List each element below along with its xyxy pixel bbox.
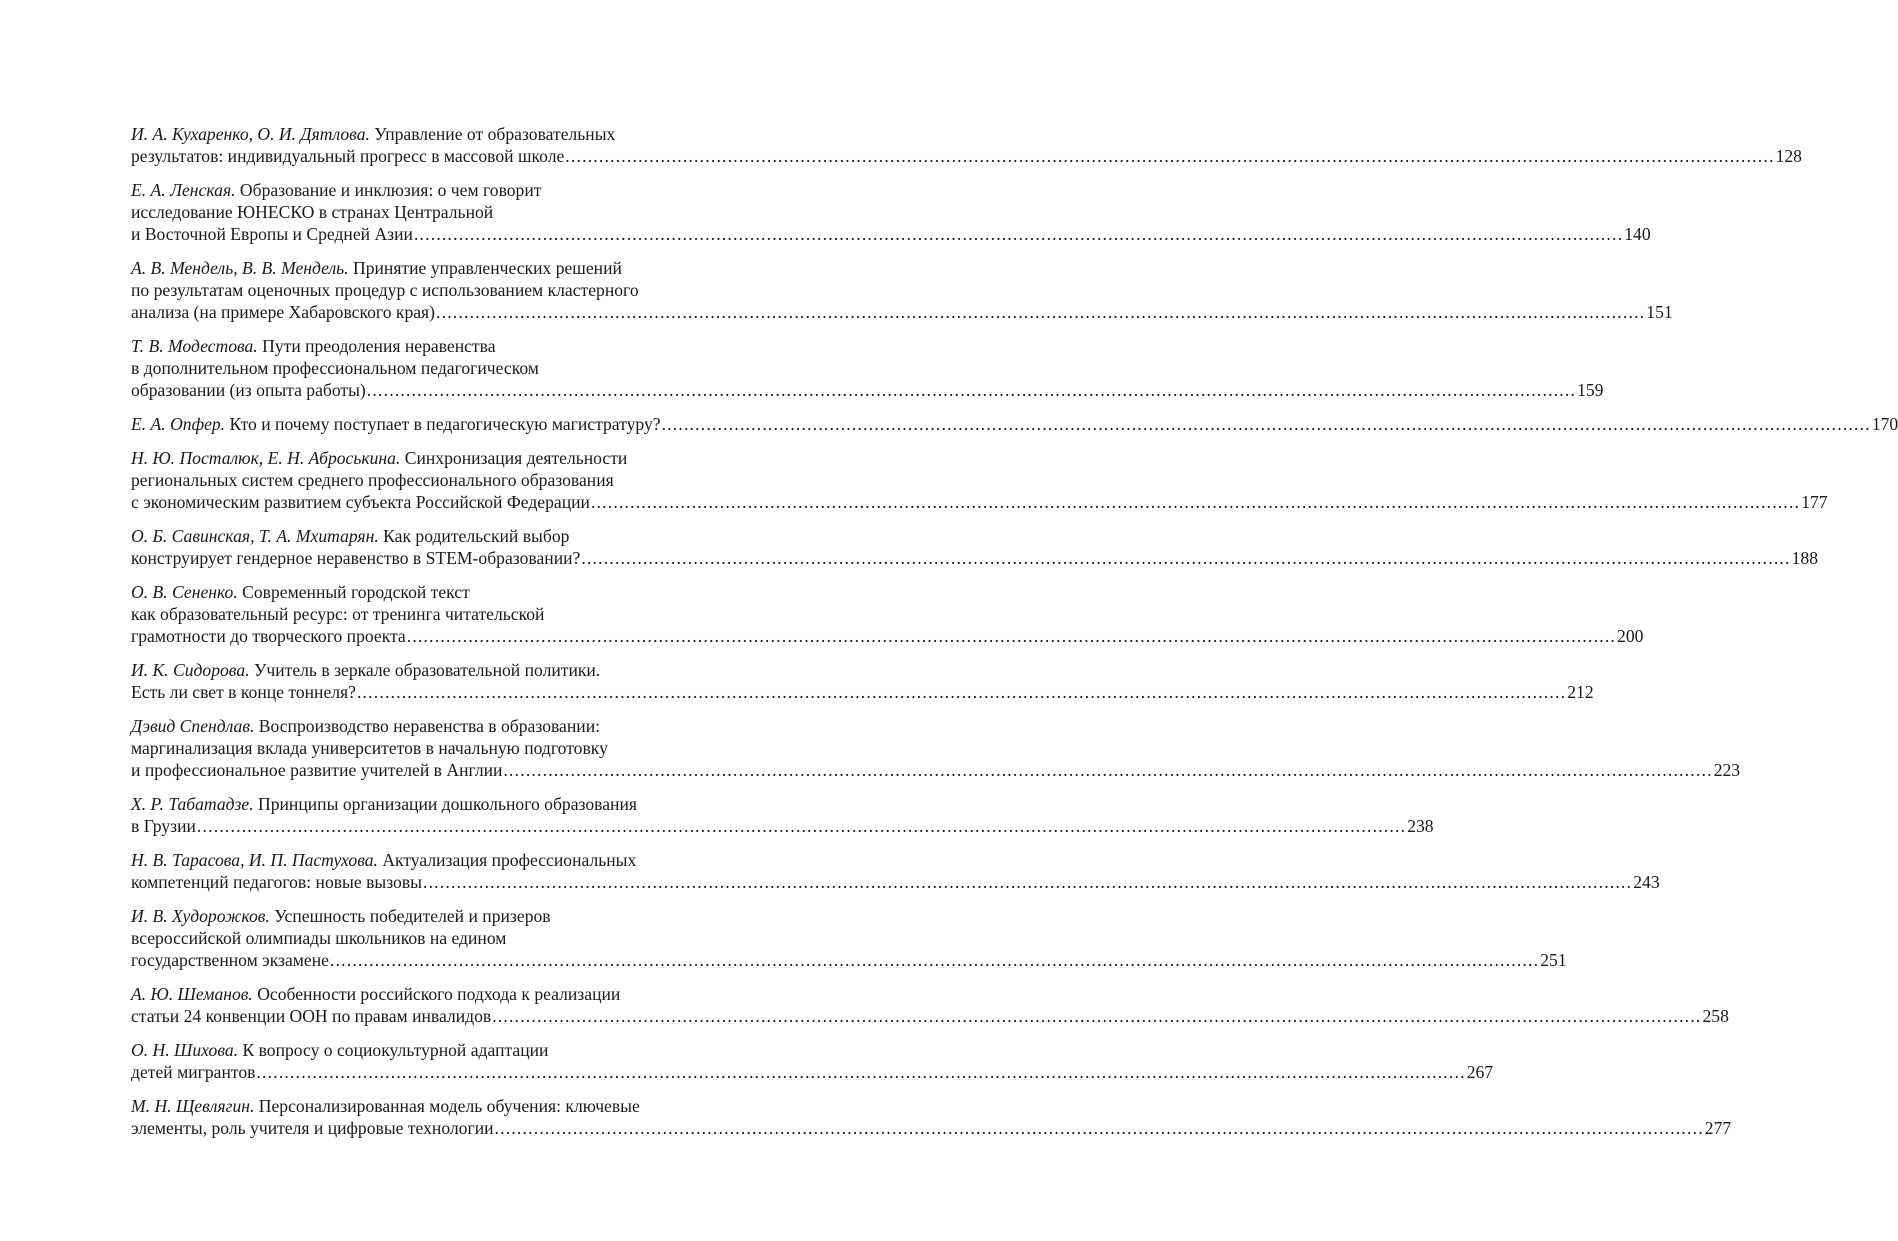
entry-first-line bbox=[131, 179, 541, 201]
entry-title-text: Особенности российского подхода к реализации bbox=[257, 984, 621, 1004]
toc-entry bbox=[131, 849, 1660, 893]
entry-line bbox=[131, 179, 750, 201]
entry-authors: Н. Ю. Посталюк, Е. Н. Аброськина. bbox=[131, 448, 401, 468]
leader-dots bbox=[356, 681, 1566, 703]
leader-dots bbox=[329, 949, 1539, 971]
entry-line bbox=[131, 1117, 1732, 1139]
toc-entry bbox=[131, 413, 1898, 435]
entry-title-text: Персонализированная модель обучения: ключевые bbox=[258, 1096, 640, 1116]
entry-title-text: Как родительский выбор bbox=[383, 526, 570, 546]
entry-title-text: маргинализация вклада университетов в начальную подготовку bbox=[131, 738, 608, 758]
entry-title-text: Принятие управленческих решений bbox=[353, 258, 622, 278]
entry-line bbox=[131, 145, 1802, 167]
entry-title-text: Современный городской текст bbox=[242, 582, 470, 602]
entry-first-line bbox=[131, 1039, 548, 1061]
leader-dots bbox=[502, 759, 1712, 781]
entry-line bbox=[131, 759, 1741, 781]
entry-title-text: Синхронизация деятельности bbox=[404, 448, 628, 468]
entry-line bbox=[131, 379, 1604, 401]
entry-line bbox=[131, 335, 750, 357]
leader-dots bbox=[422, 871, 1632, 893]
entry-authors: Е. А. Опфер. bbox=[131, 414, 226, 434]
entry-title-text: в дополнительном профессиональном педагогическом bbox=[131, 358, 539, 378]
entry-authors: О. В. Сененко. bbox=[131, 582, 238, 602]
leader-dots bbox=[564, 145, 1774, 167]
entry-line bbox=[131, 413, 1898, 435]
entry-authors: А. Ю. Шеманов. bbox=[131, 984, 253, 1004]
entry-title-text: образовании (из опыта работы) bbox=[131, 380, 366, 400]
entry-line bbox=[131, 715, 750, 737]
entry-first-line bbox=[131, 123, 615, 145]
entry-title-text: региональных систем среднего профессионального образования bbox=[131, 470, 614, 490]
entry-line bbox=[131, 1095, 750, 1117]
entry-line bbox=[131, 1005, 1729, 1027]
entry-page-number: 177 bbox=[1801, 492, 1828, 512]
entry-title-text: и Восточной Европы и Средней Азии bbox=[131, 224, 413, 244]
toc-entry bbox=[131, 447, 1828, 513]
entry-title-text: с экономическим развитием субъекта Российской Федерации bbox=[131, 492, 590, 512]
entry-authors: А. В. Мендель, В. В. Мендель. bbox=[131, 258, 349, 278]
toc-entry bbox=[131, 793, 1434, 837]
entry-title-text: всероссийской олимпиады школьников на едином bbox=[131, 928, 507, 948]
entry-page-number: 128 bbox=[1775, 146, 1802, 166]
entry-first-line bbox=[131, 715, 600, 737]
entry-line bbox=[131, 525, 750, 547]
entry-page-number: 238 bbox=[1407, 816, 1434, 836]
entry-first-line bbox=[131, 793, 637, 815]
entry-line bbox=[131, 223, 1651, 245]
entry-line bbox=[131, 1039, 750, 1061]
entry-line bbox=[131, 815, 1434, 837]
entry-line bbox=[131, 737, 750, 759]
leader-dots bbox=[406, 625, 1616, 647]
entry-line bbox=[131, 949, 1567, 971]
entry-line bbox=[131, 447, 750, 469]
entry-line bbox=[131, 279, 750, 301]
entry-first-line bbox=[131, 525, 569, 547]
entry-authors: И. А. Кухаренко, О. И. Дятлова. bbox=[131, 124, 370, 144]
leader-dots bbox=[494, 1117, 1704, 1139]
entry-page-number: 200 bbox=[1617, 626, 1644, 646]
entry-line bbox=[131, 581, 750, 603]
entry-title-text: в Грузии bbox=[131, 816, 196, 836]
entry-first-line bbox=[131, 413, 661, 435]
leader-dots bbox=[196, 815, 1406, 837]
entry-line bbox=[131, 793, 750, 815]
toc-entry bbox=[131, 257, 1673, 323]
entry-line bbox=[131, 257, 750, 279]
toc-entry bbox=[131, 1095, 1732, 1139]
entry-page-number: 159 bbox=[1577, 380, 1604, 400]
entry-title-text: конструирует гендерное неравенство в STEM-образовании? bbox=[131, 548, 581, 568]
entry-authors: Н. В. Тарасова, И. П. Пастухова. bbox=[131, 850, 378, 870]
entry-authors: Т. В. Модестова. bbox=[131, 336, 258, 356]
entry-title-text: элементы, роль учителя и цифровые технологии bbox=[131, 1118, 494, 1138]
entry-page-number: 212 bbox=[1567, 682, 1594, 702]
entry-first-line bbox=[131, 983, 620, 1005]
entry-page-number: 140 bbox=[1624, 224, 1651, 244]
entry-line bbox=[131, 123, 750, 145]
entry-first-line bbox=[131, 335, 496, 357]
leader-dots bbox=[413, 223, 1623, 245]
entry-line bbox=[131, 681, 1594, 703]
entry-first-line bbox=[131, 581, 470, 603]
entry-title-text: анализа (на примере Хабаровского края) bbox=[131, 302, 436, 322]
entry-line bbox=[131, 1061, 1494, 1083]
entry-line bbox=[131, 201, 750, 223]
entry-title-text: детей мигрантов bbox=[131, 1062, 256, 1082]
leader-dots bbox=[661, 413, 1871, 435]
leader-dots bbox=[590, 491, 1800, 513]
entry-page-number: 258 bbox=[1702, 1006, 1729, 1026]
entry-authors: М. Н. Щевлягин. bbox=[131, 1096, 255, 1116]
entry-title-text: Управление от образовательных bbox=[374, 124, 616, 144]
leader-dots bbox=[580, 547, 1790, 569]
entry-page-number: 170 bbox=[1871, 414, 1898, 434]
toc-entry bbox=[131, 335, 1604, 401]
entry-title-text: компетенций педагогов: новые вызовы bbox=[131, 872, 422, 892]
entry-page-number: 151 bbox=[1646, 302, 1673, 322]
toc-entry bbox=[131, 179, 1651, 245]
entry-authors: О. Б. Савинская, Т. А. Мхитарян. bbox=[131, 526, 379, 546]
entry-authors: Дэвид Спендлав. bbox=[131, 716, 255, 736]
entry-page-number: 188 bbox=[1791, 548, 1819, 568]
entry-first-line bbox=[131, 659, 600, 681]
entry-line bbox=[131, 625, 1644, 647]
entry-first-line bbox=[131, 905, 551, 927]
entry-line bbox=[131, 491, 1828, 513]
entry-title-text: Образование и инклюзия: о чем говорит bbox=[239, 180, 542, 200]
entry-line bbox=[131, 469, 750, 491]
entry-page-number: 277 bbox=[1704, 1118, 1732, 1138]
entry-authors: Х. Р. Табатадзе. bbox=[131, 794, 254, 814]
entry-title-text: и профессиональное развитие учителей в Англии bbox=[131, 760, 503, 780]
entry-title-text: статьи 24 конвенции ООН по правам инвалидов bbox=[131, 1006, 492, 1026]
toc-entry bbox=[131, 659, 1594, 703]
entry-first-line bbox=[131, 447, 627, 469]
leader-dots bbox=[366, 379, 1576, 401]
entry-title-text: результатов: индивидуальный прогресс в массовой школе bbox=[131, 146, 565, 166]
entry-page-number: 251 bbox=[1540, 950, 1567, 970]
entry-title-text: Актуализация профессиональных bbox=[382, 850, 637, 870]
entry-title-text: К вопросу о социокультурной адаптации bbox=[242, 1040, 549, 1060]
toc-entry bbox=[131, 905, 1567, 971]
entry-title-text: Успешность победителей и призеров bbox=[274, 906, 551, 926]
entry-page-number: 223 bbox=[1713, 760, 1741, 780]
entry-title-text: государственном экзамене bbox=[131, 950, 329, 970]
entry-line bbox=[131, 927, 750, 949]
toc-entry bbox=[131, 525, 1819, 569]
entry-title-text: Есть ли свет в конце тоннеля? bbox=[131, 682, 356, 702]
entry-title-text: по результатам оценочных процедур с использованием кластерного bbox=[131, 280, 639, 300]
toc-entry bbox=[131, 983, 1729, 1027]
entry-line bbox=[131, 905, 750, 927]
toc-entry bbox=[131, 581, 1644, 647]
toc-entry bbox=[131, 123, 1802, 167]
entry-title-text: Принципы организации дошкольного образования bbox=[258, 794, 637, 814]
entry-title-text: как образовательный ресурс: от тренинга читательской bbox=[131, 604, 545, 624]
entry-first-line bbox=[131, 257, 622, 279]
entry-line bbox=[131, 603, 750, 625]
entry-title-text: Воспроизводство неравенства в образовании: bbox=[258, 716, 601, 736]
entry-line bbox=[131, 849, 750, 871]
entry-authors: И. В. Худорожков. bbox=[131, 906, 270, 926]
entry-first-line bbox=[131, 1095, 640, 1117]
table-of-contents bbox=[131, 123, 1898, 1151]
entry-authors: О. Н. Шихова. bbox=[131, 1040, 239, 1060]
entry-line bbox=[131, 357, 750, 379]
entry-title-text: грамотности до творческого проекта bbox=[131, 626, 406, 646]
entry-title-text: Кто и почему поступает в педагогическую магистратуру? bbox=[229, 414, 661, 434]
entry-line bbox=[131, 547, 1819, 569]
entry-line bbox=[131, 871, 1660, 893]
entry-line bbox=[131, 301, 1673, 323]
entry-page-number: 243 bbox=[1633, 872, 1660, 892]
entry-authors: Е. А. Ленская. bbox=[131, 180, 236, 200]
entry-line bbox=[131, 983, 750, 1005]
entry-title-text: исследование ЮНЕСКО в странах Центральной bbox=[131, 202, 494, 222]
entry-page-number: 267 bbox=[1466, 1062, 1494, 1082]
leader-dots bbox=[435, 301, 1645, 323]
leader-dots bbox=[255, 1061, 1465, 1083]
entry-title-text: Пути преодоления неравенства bbox=[262, 336, 496, 356]
entry-line bbox=[131, 659, 750, 681]
entry-first-line bbox=[131, 849, 636, 871]
toc-entry bbox=[131, 715, 1741, 781]
entry-authors: И. К. Сидорова. bbox=[131, 660, 250, 680]
leader-dots bbox=[491, 1005, 1701, 1027]
toc-entry bbox=[131, 1039, 1494, 1083]
entry-title-text: Учитель в зеркале образовательной политики. bbox=[253, 660, 601, 680]
